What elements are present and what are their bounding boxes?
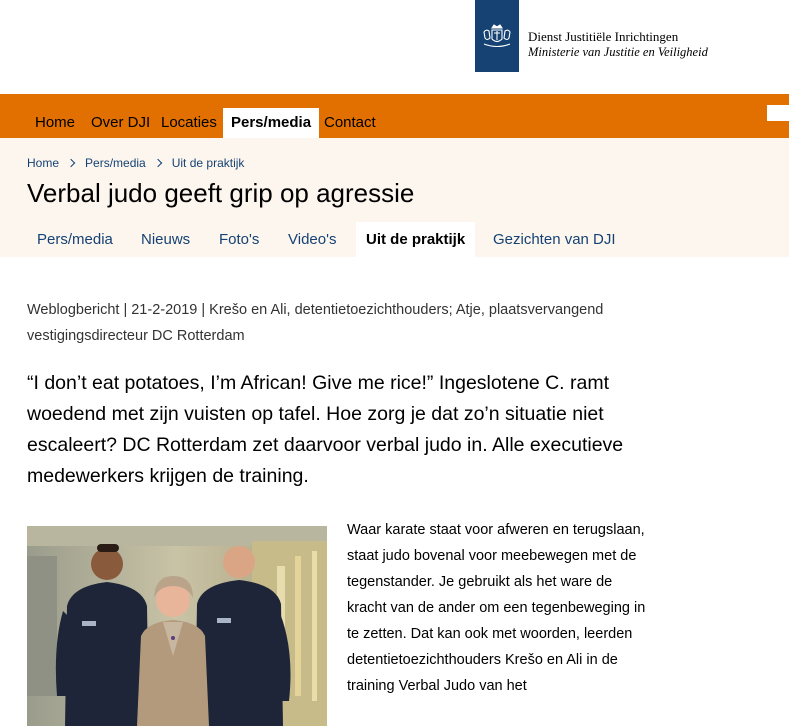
logo[interactable] [475, 0, 519, 72]
article-body: Waar karate staat voor afweren en terugslaan, staat judo bovenal voor meebewegen met de tegenstander. Je gebruikt als het ware de kracht van de ander om een tegenbeweging in te zetten. Dat kan ook met woorden, leerden detentietoezichthouders Krešo en Ali in de training Verbal Judo van het [347, 522, 646, 694]
site-header [0, 0, 789, 94]
article-meta: Weblogbericht | 21-2-2019 | Krešo en Ali, detentietoezichthouders; Atje, plaatsvervangend vestigingsdirecteur DC Rotterdam [27, 302, 604, 344]
article-intro: “I don’t eat potatoes, I’m African! Give me rice!” Ingeslotene C. ramt woedend met zijn vuisten op tafel. Hoe zorg je dat zo’n situatie niet escaleert? DC Rotterdam zet daarvoor verbal judo in. Alle executieve medewerkers krijgen de training. [27, 372, 624, 487]
tab-fotos[interactable]: Foto's [219, 231, 260, 248]
tab-gezichten-van-dji[interactable]: Gezichten van DJI [493, 231, 616, 248]
title-band [0, 138, 789, 257]
tab-uit-de-praktijk[interactable]: Uit de praktijk [356, 222, 475, 257]
nav-item-locaties[interactable]: Locaties [161, 114, 217, 131]
nav-item-over-dji[interactable]: Over DJI [91, 114, 151, 131]
breadcrumb [27, 155, 244, 170]
breadcrumb-current[interactable]: Uit de praktijk [171, 155, 245, 170]
search-input[interactable] [767, 105, 789, 121]
logo-text[interactable] [528, 29, 708, 60]
tab-videos[interactable]: Video's [288, 231, 337, 248]
chevron-right-icon [67, 159, 75, 167]
article-photo [27, 526, 327, 726]
rijkswapen-emblem-icon [480, 24, 514, 50]
nav-item-home[interactable]: Home [35, 114, 76, 131]
tab-nieuws[interactable]: Nieuws [141, 231, 191, 248]
main-navigation [0, 94, 789, 138]
logo-ministry: Ministerie van Justitie en Veiligheid [528, 45, 708, 59]
chevron-right-icon [153, 159, 161, 167]
breadcrumb-home[interactable]: Home [27, 155, 60, 170]
logo-organisation: Dienst Justitiële Inrichtingen [528, 29, 679, 44]
breadcrumb-pers-media[interactable]: Pers/media [85, 155, 146, 170]
tab-pers-media[interactable]: Pers/media [37, 231, 113, 248]
article-photo-image [27, 526, 327, 726]
nav-item-pers-media[interactable]: Pers/media [223, 108, 319, 138]
page-title: Verbal judo geeft grip op agressie [27, 178, 415, 208]
nav-item-contact[interactable]: Contact [324, 114, 376, 131]
